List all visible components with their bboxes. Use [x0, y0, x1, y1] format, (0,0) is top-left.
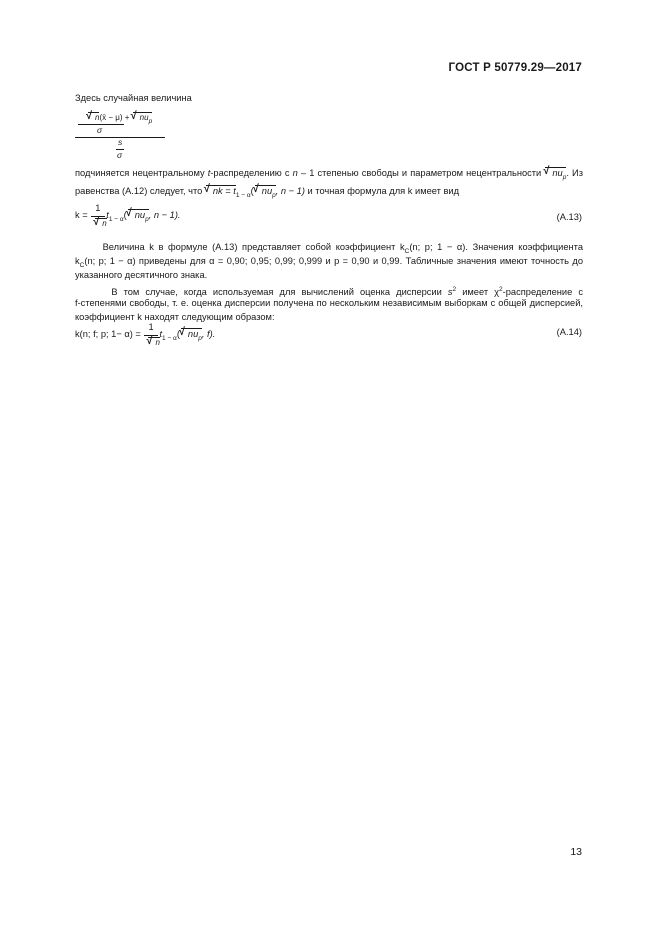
den-sigma-1: σ: [97, 125, 103, 135]
sqrt-nup-2: √ $nu_p$: [255, 185, 276, 201]
para1-line1: подчиняется нецентральному t-распределению с n – 1 степенью свободы и параметром нецентральности √ $nu_p$. Из: [75, 166, 583, 183]
page-number: 13: [570, 846, 582, 858]
sqrt-nu: √ $nu_p$: [133, 112, 153, 127]
sqrt-nup-inline: √ $nu_p$: [545, 167, 566, 183]
equation-a14: k(n; f; p; 1− α) = 1 √ n $t_{1 - \alpha}(√$ $nu_p$, f).: [75, 322, 215, 350]
num-plus: +: [124, 113, 130, 122]
eq14-fraction: 1 √ n: [144, 322, 158, 350]
eq14-number: (А.14): [556, 327, 582, 337]
num-b: (x̄ − μ): [99, 113, 123, 122]
sqrt-n: √ n: [88, 112, 99, 123]
para2-line2: $k_C(n$; p; 1 − α) приведены для α = 0,90; 0,95; 0,99; 0,999 и p = 0,90 и 0,99. Табличные значения имеют точность до: [75, 256, 583, 269]
eq13-fraction: 1 √ n: [91, 203, 105, 231]
eq13-number: (А.13): [556, 212, 582, 222]
equation-a13: k = 1 √ n $t_{1 - \alpha}(√$ $nu_p$, n − 1).: [75, 203, 181, 231]
eq14-lhs: k(n; f; p; 1− α) =: [75, 329, 141, 339]
fraction-formula: [75, 112, 175, 164]
sqrt-nk: √ nk = t: [206, 185, 236, 196]
para2-line1: Величина k в формуле (А.13) представляет собой коэффициент $k_C(n$; p; 1 − α). Значения коэффициента: [102, 242, 583, 255]
para3-line1: В том случае, когда используемая для вычислений оценка дисперсии $s^2$ имеет $\chi^2$-распределение с: [111, 286, 583, 297]
standard-header: ГОСТ Р 50779.29—2017: [448, 62, 582, 74]
para3-line2: f-степенями свободы, т. е. оценка дисперсии получена по нескольким независимым выборкам с общей дисперсией,: [75, 298, 583, 308]
para2-line3: указанного десятичного знака.: [75, 270, 208, 280]
intro-text: Здесь случайная величина: [75, 93, 192, 103]
eq13-lhs: k =: [75, 210, 88, 220]
den-sigma-2: σ: [117, 150, 123, 160]
para3-line3: коэффициент k находят следующим образом:: [75, 312, 275, 322]
para1-line2: равенства (А.12) следует, что √ nk = $t_{1 - \alpha}(√$ $nu_p$, n − 1) и точная формула для k имеет вид: [75, 184, 583, 203]
den-s: s: [118, 137, 123, 147]
